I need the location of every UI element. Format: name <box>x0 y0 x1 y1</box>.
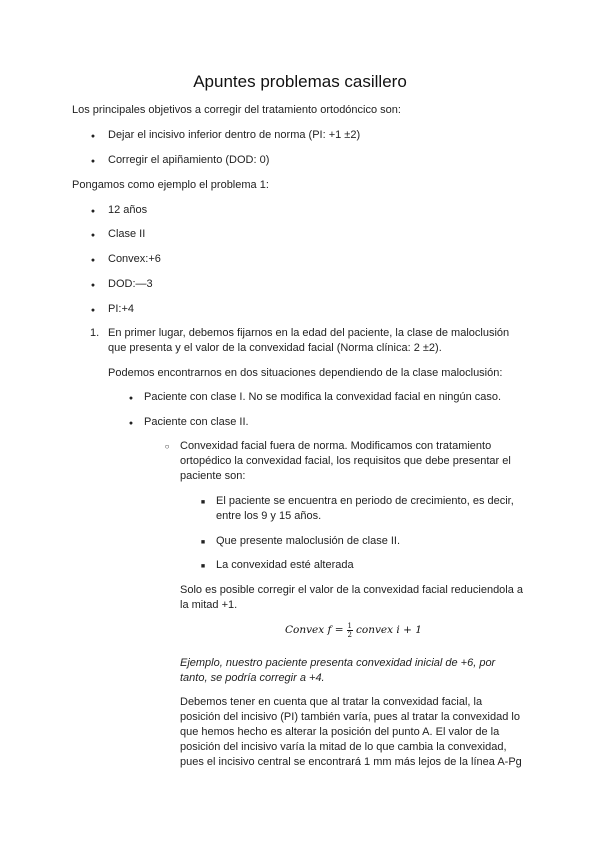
note-line: pues el incisivo central se encontrará 1 mm más lejos de la línea A-Pg <box>180 756 522 768</box>
bullet-dot-icon <box>88 227 98 243</box>
correction-line: la mitad +1. <box>180 599 238 611</box>
bullet-circle-icon <box>162 439 172 454</box>
page-title: Apuntes problemas casillero <box>193 72 407 91</box>
bullet-dot-icon <box>88 252 98 268</box>
bullet-dot-icon <box>88 153 98 169</box>
step1-line: que presenta y el valor de la convexidad facial (Norma clínica: 2 ±2). <box>108 342 442 354</box>
objective-item: Dejar el incisivo inferior dentro de norma (PI: +1 ±2) <box>108 129 361 141</box>
bullet-dot-icon <box>88 302 98 318</box>
formula-numerator: 1 <box>347 622 353 630</box>
example-item: DOD:—3 <box>108 278 153 290</box>
intro-paragraph: Los principales objetivos a corregir del tratamiento ortodóncico son: <box>72 104 401 116</box>
formula-fraction <box>347 622 353 639</box>
subitem-line: Convexidad facial fuera de norma. Modificamos con tratamiento <box>180 440 492 452</box>
example-line: tanto, se podría corregir a +4. <box>180 672 325 684</box>
correction-line: Solo es posible corregir el valor de la convexidad facial reduciendola a <box>180 584 524 596</box>
list-number: 1. <box>90 327 100 339</box>
bullet-square-icon <box>198 494 208 510</box>
formula-rhs: convex i + 1 <box>356 624 422 636</box>
subitem-line: ortopédico la convexidad facial, los requisitos que debe presentar el <box>180 455 511 467</box>
bullet-square-icon <box>198 558 208 574</box>
objective-item: Corregir el apiñamiento (DOD: 0) <box>108 154 270 166</box>
requirement-line: Que presente maloclusión de clase II. <box>216 535 401 547</box>
bullet-dot-icon <box>88 128 98 144</box>
example-item: 12 años <box>108 204 148 216</box>
requirement-line: entre los 9 y 15 años. <box>216 510 322 522</box>
note-line: Debemos tener en cuenta que al tratar la convexidad facial, la <box>180 696 483 708</box>
subitem-line: paciente son: <box>180 470 246 482</box>
convexity-formula <box>285 622 422 639</box>
bullet-dot-icon <box>126 415 136 431</box>
example-line: Ejemplo, nuestro paciente presenta convexidad inicial de +6, por <box>180 657 496 669</box>
formula-lhs: Convex f = <box>285 624 344 636</box>
bullet-dot-icon <box>88 277 98 293</box>
situations-intro: Podemos encontrarnos en dos situaciones dependiendo de la clase maloclusión: <box>108 367 503 379</box>
note-line: posición del incisivo varía la mitad de lo que cambia la convexidad, <box>180 741 507 753</box>
note-line: posición del incisivo (PI) también varía, pues al tratar la convexidad lo <box>180 711 520 723</box>
situation-item: Paciente con clase I. No se modifica la convexidad facial en ningún caso. <box>144 391 502 403</box>
formula-denominator: 2 <box>347 631 353 639</box>
bullet-dot-icon <box>88 203 98 219</box>
bullet-dot-icon <box>126 390 136 406</box>
example-item: PI:+4 <box>108 303 134 315</box>
requirement-line: La convexidad esté alterada <box>216 559 354 571</box>
example-item: Clase II <box>108 228 146 240</box>
step1-line: En primer lugar, debemos fijarnos en la edad del paciente, la clase de maloclusión <box>108 327 510 339</box>
example-intro: Pongamos como ejemplo el problema 1: <box>72 179 269 191</box>
bullet-square-icon <box>198 534 208 550</box>
note-line: que hemos hecho es alterar la posición del punto A. El valor de la <box>180 726 500 738</box>
situation-item: Paciente con clase II. <box>144 416 249 428</box>
requirement-line: El paciente se encuentra en periodo de crecimiento, es decir, <box>216 495 514 507</box>
example-item: Convex:+6 <box>108 253 161 265</box>
